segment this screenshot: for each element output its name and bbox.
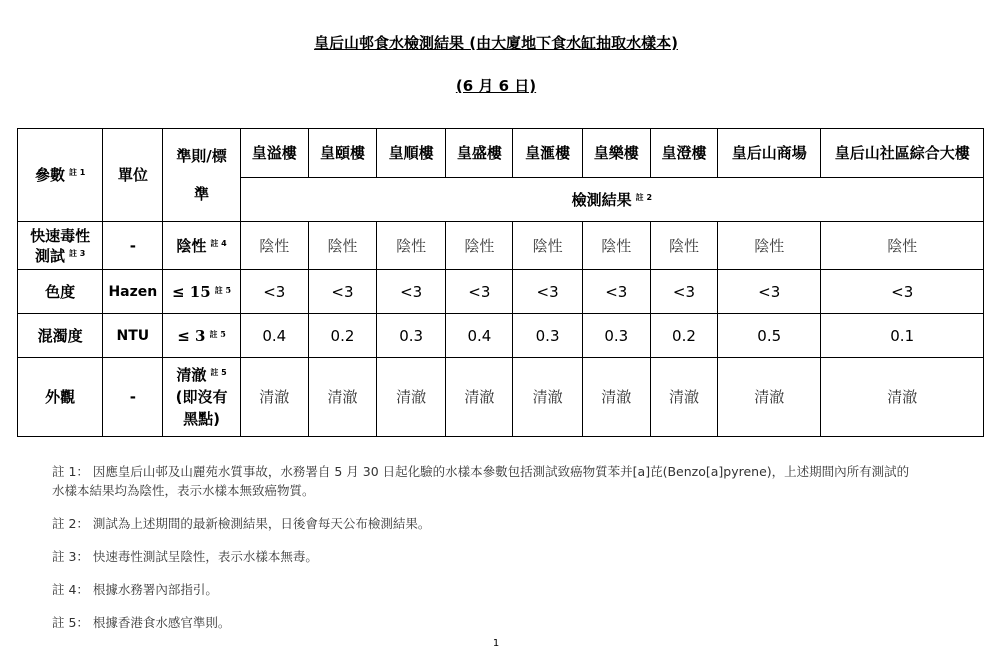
header-param: 參數 $^{註 1}$ — [18, 129, 103, 222]
result-cell: 陰性 — [821, 222, 984, 270]
header-results: 檢測結果 $^{註 2}$ — [240, 178, 983, 222]
result-cell: 清澈 — [718, 358, 821, 437]
result-cell: 0.4 — [446, 314, 513, 358]
row-unit: - — [103, 222, 163, 270]
result-cell: 清澈 — [821, 358, 984, 437]
header-building: 皇溢樓 — [240, 129, 308, 178]
result-cell: <3 — [718, 270, 821, 314]
result-cell: <3 — [240, 270, 308, 314]
result-cell: 清澈 — [308, 358, 376, 437]
result-cell: 清澈 — [240, 358, 308, 437]
table-row — [18, 270, 984, 314]
result-cell: <3 — [446, 270, 513, 314]
result-cell: <3 — [582, 270, 650, 314]
header-standard: 準則/標 準 — [163, 129, 240, 222]
results-table — [17, 128, 984, 437]
result-cell: <3 — [513, 270, 582, 314]
header-building: 皇樂樓 — [582, 129, 650, 178]
header-building: 皇盛樓 — [446, 129, 513, 178]
row-standard: 陰性 $^{註 4}$ — [163, 222, 240, 270]
header-building: 皇后山社區綜合大樓 — [821, 129, 984, 178]
result-cell: 0.3 — [582, 314, 650, 358]
result-cell: <3 — [377, 270, 446, 314]
result-cell: 清澈 — [513, 358, 582, 437]
row-unit: NTU — [103, 314, 163, 358]
header-building: 皇頤樓 — [308, 129, 376, 178]
result-cell: 陰性 — [513, 222, 582, 270]
header-building: 皇澄樓 — [650, 129, 717, 178]
result-cell: 0.2 — [308, 314, 376, 358]
row-standard: ≤ 15 $^{註 5}$ — [163, 270, 240, 314]
result-cell: 0.4 — [240, 314, 308, 358]
result-cell: 陰性 — [650, 222, 717, 270]
row-param: 混濁度 — [18, 314, 103, 358]
result-cell: 陰性 — [446, 222, 513, 270]
table-row — [18, 358, 984, 437]
result-cell: <3 — [650, 270, 717, 314]
result-cell: 清澈 — [650, 358, 717, 437]
result-cell: 清澈 — [446, 358, 513, 437]
header-unit: 單位 — [103, 129, 163, 222]
result-cell: 0.5 — [718, 314, 821, 358]
header-building: 皇順樓 — [377, 129, 446, 178]
row-param: 外觀 — [18, 358, 103, 437]
footnote: 註 5： 根據香港食水感官準則。 — [52, 615, 231, 630]
header-building: 皇滙樓 — [513, 129, 582, 178]
result-cell: 0.3 — [377, 314, 446, 358]
result-cell: 陰性 — [582, 222, 650, 270]
footnotes — [52, 462, 912, 646]
footnote: 註 1： 因應皇后山邨及山麗苑水質事故，水務署自 5 月 30 日起化驗的水樣本參數包括測試致癌物質苯并[a]芘(Benzo[a]pyrene)，上述期間內所有測試的水樣本結果均為陰性，表示水樣本無致癌物質。 — [52, 464, 910, 498]
row-unit: - — [103, 358, 163, 437]
result-cell: 陰性 — [718, 222, 821, 270]
row-param: 色度 — [18, 270, 103, 314]
result-cell: 0.3 — [513, 314, 582, 358]
result-cell: <3 — [308, 270, 376, 314]
result-cell: 0.2 — [650, 314, 717, 358]
row-unit: Hazen — [103, 270, 163, 314]
result-cell: 陰性 — [308, 222, 376, 270]
row-standard: 清澈 $^{註 5}$ (即沒有 黑點) — [163, 358, 240, 437]
result-cell: 陰性 — [240, 222, 308, 270]
footnote: 註 3： 快速毒性測試呈陰性，表示水樣本無毒。 — [52, 549, 318, 564]
result-cell: 清澈 — [582, 358, 650, 437]
footnote: 註 4： 根據水務署內部指引。 — [52, 582, 218, 597]
table-row — [18, 222, 984, 270]
footnote: 註 2： 測試為上述期間的最新檢測結果，日後會每天公布檢測結果。 — [52, 516, 431, 531]
result-cell: <3 — [821, 270, 984, 314]
table-row — [18, 314, 984, 358]
row-standard: ≤ 3 $^{註 5}$ — [163, 314, 240, 358]
result-cell: 清澈 — [377, 358, 446, 437]
document-date: (6 月 6 日) — [455, 77, 537, 95]
header-building: 皇后山商場 — [718, 129, 821, 178]
result-cell: 0.1 — [821, 314, 984, 358]
row-param: 快速毒性 測試 $^{註 3}$ — [18, 222, 103, 270]
table-header-row — [18, 129, 984, 178]
result-cell: 陰性 — [377, 222, 446, 270]
document-title: 皇后山邨食水檢測結果 (由大廈地下食水缸抽取水樣本) — [314, 34, 678, 52]
page-number: 1 — [492, 638, 500, 649]
